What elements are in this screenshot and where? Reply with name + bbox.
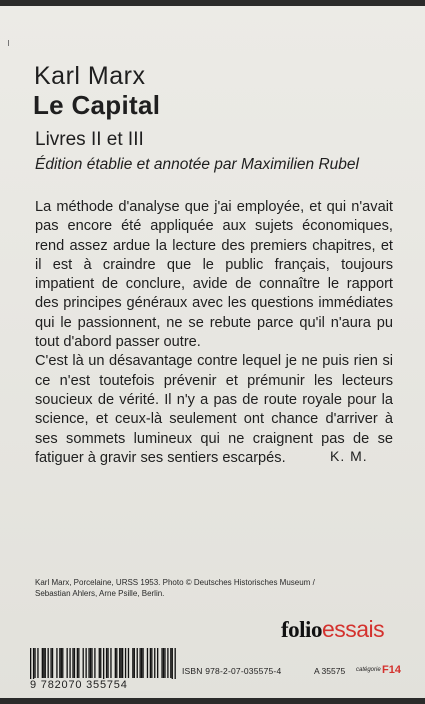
category-label: catégorie	[356, 667, 381, 673]
barcode-bar	[37, 648, 38, 678]
edition-note: Édition établie et annotée par Maximilien Rubel	[35, 156, 359, 173]
barcode-bar	[154, 648, 155, 678]
publisher-logo-folio: folio	[281, 617, 322, 642]
barcode-bar	[33, 648, 34, 682]
barcode-bar	[134, 648, 135, 678]
barcode-bar	[175, 648, 176, 682]
blurb-signature: K. M.	[330, 448, 368, 464]
barcode-bar	[116, 648, 117, 678]
barcode-bar	[77, 648, 78, 678]
barcode-bar	[74, 648, 75, 678]
barcode-bar	[69, 648, 70, 678]
barcode-bar	[141, 648, 142, 678]
barcode-bar	[42, 648, 43, 678]
barcode-bar	[125, 648, 126, 678]
blurb-paragraph-2: C'est là un désavantage contre lequel je ne puis rien si ce n'est toutefois prévenir et prémunir les lecteurs soucieux de vérité. Il n'y a pas de route royale pour la science, et ceux-là seulement ont chance d'arriver à ses sommets lumineux qui ne craignent pas de se fatiguer à gravir ses sentiers escarpés.	[35, 353, 393, 466]
blurb-paragraph-1: La méthode d'analyse que j'ai employée, et qui n'avait pas encore été appliquée aux sujets économiques, rend assez ardue la lecture des premiers chapitres, et il est à craindre que le public français, toujours impatient de conclure, avide de connaître le rapport des principes généraux avec les questions immédiates qui le passionnent, ne se rebute parce qu'il n'aura pu tout d'abord passer outre.	[35, 199, 393, 351]
barcode-bar	[163, 648, 164, 678]
isbn: ISBN 978-2-07-035575-4	[182, 666, 282, 676]
barcode-bar	[90, 648, 91, 678]
publisher-logo-essais: essais	[321, 616, 385, 642]
barcode-bar	[88, 648, 89, 678]
barcode-bar	[45, 648, 46, 678]
barcode-bar	[110, 648, 111, 678]
barcode-bar	[161, 648, 162, 678]
barcode-bar	[103, 648, 104, 682]
barcode-bar	[61, 648, 62, 678]
barcode-bar	[150, 648, 151, 678]
barcode-bar	[99, 648, 100, 678]
barcode-bar	[100, 648, 101, 678]
barcode-bar	[50, 648, 51, 678]
publisher-logo	[281, 616, 384, 643]
category-code: F14	[382, 664, 401, 676]
barcode-bar	[164, 648, 165, 678]
barcode-bar	[52, 648, 53, 678]
photo-credit: Karl Marx, Porcelaine, URSS 1953. Photo © Deutsches Historisches Museum / Sebastian Ahlers, Arne Psille, Berlin.	[35, 578, 315, 598]
barcode-bar	[140, 648, 141, 678]
barcode-bar	[48, 648, 49, 678]
author-name: Karl Marx	[34, 62, 146, 90]
barcode-bar	[107, 648, 108, 678]
blurb	[35, 198, 393, 468]
barcode-bar	[34, 648, 35, 678]
barcode-bar	[67, 648, 68, 678]
barcode-bar	[106, 648, 107, 678]
barcode-bar	[72, 648, 73, 678]
barcode-bar	[43, 648, 44, 678]
barcode-bar	[115, 648, 116, 678]
barcode-bar	[91, 648, 92, 678]
barcode-bar	[121, 648, 122, 678]
barcode-bar	[78, 648, 79, 678]
barcode-bar	[142, 648, 143, 678]
book-title: Le Capital	[33, 90, 161, 120]
barcode-bar	[62, 648, 63, 678]
barcode-bar	[157, 648, 158, 678]
barcode-bars	[30, 648, 176, 682]
barcode-bar	[94, 648, 95, 678]
volumes-subtitle: Livres II et III	[35, 129, 144, 150]
barcode-bar	[132, 648, 133, 678]
barcode-bar	[128, 648, 129, 678]
barcode-bar	[30, 648, 31, 682]
barcode-bar	[151, 648, 152, 678]
barcode-bar	[56, 648, 57, 678]
barcode-bar	[147, 648, 148, 678]
barcode-bar	[170, 648, 171, 678]
barcode-bar	[59, 648, 60, 678]
barcode-bar	[85, 648, 86, 678]
barcode-bar	[119, 648, 120, 678]
barcode	[30, 648, 176, 690]
barcode-bar	[83, 648, 84, 678]
barcode-number: 9 782070 355754	[30, 679, 180, 691]
barcode-bar	[167, 648, 168, 678]
barcode-bar	[137, 648, 138, 678]
barcode-bar	[172, 648, 173, 682]
barcode-bar	[122, 648, 123, 678]
product-code: A 35575	[314, 666, 346, 676]
edge-mark	[8, 40, 9, 46]
